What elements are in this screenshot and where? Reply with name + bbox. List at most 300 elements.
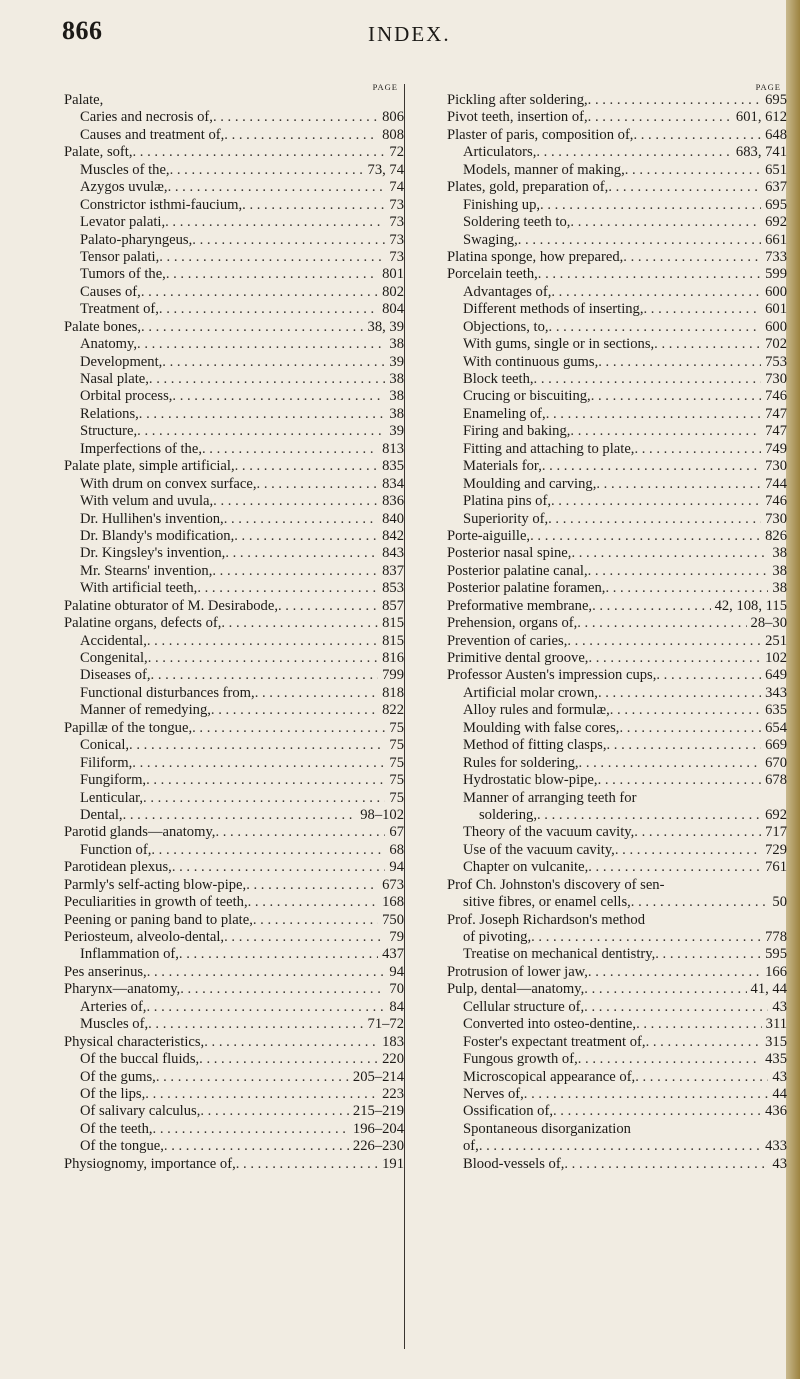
entry-pages: 678 xyxy=(765,772,787,789)
entry-term: of pivoting, xyxy=(463,929,532,945)
index-entry xyxy=(447,1034,787,1051)
entry-pages: 73 xyxy=(389,231,404,248)
entry-term: Alloy rules and formulæ, xyxy=(463,702,610,719)
index-entry xyxy=(447,179,787,196)
leader-dots xyxy=(123,807,357,824)
entry-term: Functional disturbances from, xyxy=(80,684,255,701)
leader-dots xyxy=(536,144,732,161)
index-entry xyxy=(447,511,787,528)
entry-pages: 750 xyxy=(382,911,404,928)
leader-dots xyxy=(584,999,768,1016)
leader-dots xyxy=(596,476,761,493)
leader-dots xyxy=(553,1103,761,1120)
entry-pages: 843 xyxy=(382,545,404,562)
index-entry xyxy=(64,633,404,650)
leader-dots xyxy=(141,319,364,336)
leader-dots xyxy=(156,1069,349,1086)
entry-term: Physiognomy, importance of, xyxy=(64,1155,236,1172)
entry-pages: 205–214 xyxy=(352,1068,404,1085)
page-column-label: PAGE xyxy=(372,82,398,92)
leader-dots xyxy=(145,1086,378,1103)
index-entry xyxy=(447,790,787,807)
leader-dots xyxy=(540,197,761,214)
leader-dots xyxy=(646,1034,762,1051)
entry-pages: 692 xyxy=(765,806,787,823)
entry-term: Parmly's self-acting blow-pipe, xyxy=(64,876,247,893)
leader-dots xyxy=(655,946,761,963)
entry-term: Development, xyxy=(80,353,163,370)
leader-dots xyxy=(212,563,378,580)
index-entry xyxy=(447,755,787,772)
entry-term: Pivot teeth, insertion of, xyxy=(447,109,588,126)
entry-term: Fungous growth of, xyxy=(463,1051,578,1068)
index-entry xyxy=(447,772,787,789)
entry-pages: 733 xyxy=(765,248,787,265)
entry-term: Peening or paning band to plate, xyxy=(64,911,253,928)
entry-term: With continuous gums, xyxy=(463,353,599,370)
entry-term: Palate plate, simple artificial, xyxy=(64,458,235,475)
leader-dots xyxy=(146,999,385,1016)
entry-pages: 730 xyxy=(765,458,787,475)
entry-term: With gums, single or in sections, xyxy=(463,336,655,353)
entry-term: Microscopical appearance of, xyxy=(463,1068,636,1085)
leader-dots xyxy=(172,388,385,405)
index-entry xyxy=(447,650,787,667)
entry-term: Moulding and carving, xyxy=(463,475,597,492)
entry-term: Theory of the vacuum cavity, xyxy=(463,824,635,841)
index-entry xyxy=(447,109,787,126)
leader-dots xyxy=(578,1051,761,1068)
entry-term: Dental, xyxy=(80,806,123,823)
leader-dots xyxy=(530,528,761,545)
entry-term: Papillæ of the tongue, xyxy=(64,719,193,736)
entry-pages: 433 xyxy=(765,1138,787,1155)
index-entry xyxy=(64,720,404,737)
index-entry xyxy=(447,284,787,301)
entry-term: Treatise on mechanical dentistry, xyxy=(463,946,656,963)
leader-dots xyxy=(538,266,761,283)
leader-dots xyxy=(531,929,761,946)
entry-pages: 649 xyxy=(765,667,787,684)
index-entry xyxy=(64,615,404,632)
leader-dots xyxy=(164,1138,349,1155)
entry-pages: 436 xyxy=(765,1103,787,1120)
index-entry xyxy=(64,1051,404,1068)
leader-dots xyxy=(592,598,710,615)
entry-pages: 802 xyxy=(382,283,404,300)
leader-dots xyxy=(570,423,761,440)
index-entry xyxy=(447,737,787,754)
entry-term: Converted into osteo-dentine, xyxy=(463,1016,637,1033)
entry-pages: 215–219 xyxy=(352,1103,404,1120)
leader-dots xyxy=(542,458,761,475)
leader-dots xyxy=(151,667,379,684)
entry-term: Porcelain teeth, xyxy=(447,266,538,283)
leader-dots xyxy=(644,301,762,318)
entry-pages: 746 xyxy=(765,388,787,405)
entry-term: of, xyxy=(463,1138,479,1155)
leader-dots xyxy=(623,249,761,266)
index-entry xyxy=(64,266,404,283)
entry-pages: 28–30 xyxy=(750,615,787,632)
entry-pages: 39 xyxy=(389,353,404,370)
entry-term: Advantages of, xyxy=(463,283,552,300)
entry-term: Posterior palatine foramen, xyxy=(447,580,606,597)
entry-term: Of the tongue, xyxy=(80,1138,164,1155)
index-entry xyxy=(64,702,404,719)
entry-pages: 654 xyxy=(765,719,787,736)
entry-pages: 637 xyxy=(765,179,787,196)
entry-pages: 72 xyxy=(389,144,404,161)
leader-dots xyxy=(151,842,385,859)
leader-dots xyxy=(192,720,385,737)
leader-dots xyxy=(159,249,385,266)
index-entry xyxy=(447,1069,787,1086)
entry-term: Structure, xyxy=(80,423,138,440)
index-entry xyxy=(64,964,404,981)
index-entry xyxy=(447,964,787,981)
index-entry xyxy=(64,650,404,667)
entry-term: Block teeth, xyxy=(463,371,534,387)
leader-dots xyxy=(518,232,761,249)
leader-dots xyxy=(166,266,378,283)
leader-dots xyxy=(605,580,768,597)
index-entry xyxy=(64,144,404,161)
leader-dots xyxy=(588,92,761,109)
index-entry xyxy=(447,685,787,702)
leader-dots xyxy=(235,458,379,475)
entry-pages: 71–72 xyxy=(367,1016,404,1033)
index-column-right xyxy=(447,82,787,1173)
entry-term: Different methods of inserting, xyxy=(463,301,644,318)
leader-dots xyxy=(165,214,385,231)
entry-term: Nerves of, xyxy=(463,1085,524,1102)
entry-pages: 94 xyxy=(389,859,404,876)
entry-term: Objections, to, xyxy=(463,318,549,335)
leader-dots xyxy=(162,354,385,371)
index-entry xyxy=(447,249,787,266)
leader-dots xyxy=(479,1138,761,1155)
entry-pages: 761 xyxy=(765,859,787,876)
index-entry xyxy=(447,633,787,650)
index-entry xyxy=(64,1103,404,1120)
running-head: INDEX. xyxy=(368,22,451,46)
index-entry xyxy=(447,301,787,318)
leader-dots xyxy=(636,1016,762,1033)
entry-pages: 822 xyxy=(382,702,404,719)
leader-dots xyxy=(598,354,761,371)
index-entry xyxy=(64,1086,404,1103)
entry-term: Inflammation of, xyxy=(80,946,179,963)
index-entry xyxy=(64,336,404,353)
entry-term: Parotidean plexus, xyxy=(64,859,172,876)
leader-dots xyxy=(179,946,378,963)
entry-term: Anatomy, xyxy=(80,336,138,353)
entry-term: Function of, xyxy=(80,841,152,858)
entry-pages: 815 xyxy=(382,632,404,649)
index-entry xyxy=(447,266,787,283)
leader-dots xyxy=(634,441,761,458)
entry-pages: 343 xyxy=(765,684,787,701)
entry-pages: 38 xyxy=(772,562,787,579)
entry-term: Levator palati, xyxy=(80,214,166,231)
entry-term: Prehension, organs of, xyxy=(447,615,578,632)
entry-pages: 196–204 xyxy=(352,1120,404,1137)
entry-term: Dr. Blandy's modification, xyxy=(80,527,235,544)
entry-term: Muscles of, xyxy=(80,1016,149,1033)
index-column-left xyxy=(64,82,404,1173)
leader-dots xyxy=(631,894,769,911)
index-entry xyxy=(64,737,404,754)
index-entry xyxy=(447,1138,787,1155)
entry-pages: 183 xyxy=(382,1033,404,1050)
entry-pages: 43 xyxy=(772,1155,787,1172)
entry-pages: 635 xyxy=(765,702,787,719)
entry-term: Of salivary calculus, xyxy=(80,1103,201,1120)
entry-pages: 39 xyxy=(389,423,404,440)
entry-pages: 73 xyxy=(389,248,404,265)
entry-pages: 816 xyxy=(382,650,404,666)
index-entry xyxy=(64,1156,404,1173)
index-entry xyxy=(447,580,787,597)
entry-pages: 648 xyxy=(765,126,787,143)
page-edge xyxy=(786,0,800,1379)
page-column-label: PAGE xyxy=(755,82,781,92)
entry-pages: 837 xyxy=(382,562,404,579)
entry-pages: 730 xyxy=(765,371,787,387)
entry-term: Causes and treatment of, xyxy=(80,126,225,143)
entry-term: Palato-pharyngeus, xyxy=(80,231,193,248)
entry-term: Porte-aiguille, xyxy=(447,527,531,544)
entry-term: Dr. Kingsley's invention, xyxy=(80,545,226,562)
index-entry xyxy=(447,92,787,109)
leader-dots xyxy=(133,144,386,161)
leader-dots xyxy=(224,511,378,528)
leader-dots xyxy=(153,1121,349,1138)
leader-dots xyxy=(588,563,769,580)
index-entry xyxy=(64,284,404,301)
index-entry xyxy=(64,946,404,963)
leader-dots xyxy=(570,214,761,231)
entry-term: Constrictor isthmi-faucium, xyxy=(80,196,243,213)
index-entry xyxy=(64,406,404,423)
leader-dots xyxy=(242,197,385,214)
entry-term: Soldering teeth to, xyxy=(463,214,571,231)
index-entry xyxy=(447,336,787,353)
entry-term: Articulators, xyxy=(463,144,537,161)
index-entry xyxy=(64,127,404,144)
entry-term: Parotid glands—anatomy, xyxy=(64,824,216,841)
leader-dots xyxy=(588,650,761,667)
entry-term: Pharynx—anatomy, xyxy=(64,981,181,998)
leader-dots xyxy=(211,702,378,719)
index-entry xyxy=(64,1034,404,1051)
entry-term: Caries and necrosis of, xyxy=(80,109,213,126)
entry-term: Posterior nasal spine, xyxy=(447,545,572,562)
leader-dots xyxy=(221,615,378,632)
index-entry xyxy=(64,667,404,684)
entry-term: Accidental, xyxy=(80,632,147,649)
entry-pages: 730 xyxy=(765,510,787,527)
index-entry xyxy=(447,720,787,737)
index-entry xyxy=(447,1121,787,1138)
leader-dots xyxy=(224,929,385,946)
index-entry xyxy=(64,388,404,405)
entry-pages: 601, 612 xyxy=(735,109,787,126)
entry-term: soldering, xyxy=(479,806,537,823)
entry-term: Plates, gold, preparation of, xyxy=(447,179,609,196)
index-entry xyxy=(64,807,404,824)
entry-term: Palate, soft, xyxy=(64,144,133,161)
leader-dots xyxy=(598,772,762,789)
index-entry xyxy=(64,580,404,597)
entry-pages: 50 xyxy=(772,894,787,911)
entry-pages: 75 xyxy=(389,737,404,754)
entry-term: Nasal plate, xyxy=(80,371,149,387)
index-entry xyxy=(64,1069,404,1086)
entry-term: Tumors of the, xyxy=(80,266,166,283)
entry-term: Professor Austen's impression cups, xyxy=(447,667,657,684)
index-entry xyxy=(447,458,787,475)
index-entry xyxy=(447,824,787,841)
leader-dots xyxy=(608,179,761,196)
index-entry xyxy=(447,493,787,510)
index-entry xyxy=(64,1016,404,1033)
index-entry xyxy=(64,232,404,249)
page-number: 866 xyxy=(62,16,103,45)
entry-pages: 38 xyxy=(772,580,787,597)
index-entry xyxy=(64,197,404,214)
entry-pages: 38 xyxy=(772,545,787,562)
index-entry xyxy=(64,476,404,493)
entry-term: Prevention of caries, xyxy=(447,632,568,649)
entry-term: Imperfections of the, xyxy=(80,440,202,457)
index-entry xyxy=(447,371,787,388)
entry-term: Platina pins of, xyxy=(463,493,551,510)
leader-dots xyxy=(215,824,385,841)
entry-term: Fitting and attaching to plate, xyxy=(463,440,635,457)
entry-pages: 595 xyxy=(765,946,787,963)
entry-term: Of the lips, xyxy=(80,1085,146,1102)
entry-term: Ossification of, xyxy=(463,1103,553,1120)
entry-term: Lenticular, xyxy=(80,789,144,806)
entry-pages: 68 xyxy=(389,841,404,858)
leader-dots xyxy=(591,388,761,405)
index-entry xyxy=(64,1138,404,1155)
entry-pages: 826 xyxy=(765,527,787,544)
leader-dots xyxy=(147,633,378,650)
index-entry xyxy=(64,214,404,231)
index-entry xyxy=(447,615,787,632)
entry-term: Muscles of the, xyxy=(80,161,170,178)
entry-pages: 799 xyxy=(382,667,404,684)
entry-pages: 661 xyxy=(765,231,787,248)
entry-term: Cellular structure of, xyxy=(463,998,585,1015)
leader-dots xyxy=(278,598,378,615)
leader-dots xyxy=(129,737,385,754)
index-entry xyxy=(447,127,787,144)
entry-term: Moulding with false cores, xyxy=(463,719,620,736)
entry-pages: 43 xyxy=(772,1068,787,1085)
index-entry xyxy=(447,702,787,719)
entry-term: Platina sponge, how prepared, xyxy=(447,248,624,265)
entry-pages: 75 xyxy=(389,754,404,771)
index-entry xyxy=(447,388,787,405)
entry-term: Peculiarities in growth of teeth, xyxy=(64,894,248,911)
entry-pages: 840 xyxy=(382,510,404,527)
index-entry xyxy=(447,912,787,929)
entry-term: With drum on convex surface, xyxy=(80,475,257,492)
entry-term: Use of the vacuum cavity, xyxy=(463,841,615,858)
entry-pages: 695 xyxy=(765,196,787,213)
leader-dots xyxy=(625,162,761,179)
index-entry xyxy=(64,999,404,1016)
entry-term: sitive fibres, or enamel cells, xyxy=(463,894,631,911)
leader-dots xyxy=(537,807,761,824)
index-entry xyxy=(64,441,404,458)
entry-pages: 166 xyxy=(765,963,787,980)
index-entry xyxy=(447,423,787,440)
entry-term: Arteries of, xyxy=(80,998,147,1015)
entry-pages: 44 xyxy=(772,1085,787,1102)
entry-pages: 168 xyxy=(382,894,404,911)
leader-dots xyxy=(635,1069,768,1086)
entry-term: Orbital process, xyxy=(80,388,173,405)
entry-pages: 746 xyxy=(765,493,787,510)
index-entry xyxy=(64,755,404,772)
leader-dots xyxy=(607,737,762,754)
index-entry xyxy=(64,929,404,946)
index-entry xyxy=(447,354,787,371)
entry-term: Congenital, xyxy=(80,650,148,666)
entry-pages: 717 xyxy=(765,824,787,841)
index-entry xyxy=(447,859,787,876)
entry-pages: 84 xyxy=(389,998,404,1015)
leader-dots xyxy=(579,755,762,772)
entry-term: Finishing up, xyxy=(463,196,541,213)
leader-dots xyxy=(246,877,378,894)
entry-pages: 804 xyxy=(382,301,404,318)
entry-term: Of the teeth, xyxy=(80,1120,153,1137)
entry-pages: 801 xyxy=(382,266,404,283)
index-entry xyxy=(447,197,787,214)
entry-pages: 43 xyxy=(772,998,787,1015)
entry-term: Enameling of, xyxy=(463,405,546,422)
entry-term: Causes of, xyxy=(80,283,141,300)
entry-pages: 815 xyxy=(382,615,404,632)
index-entry xyxy=(447,807,787,824)
index-entry xyxy=(64,772,404,789)
leader-dots xyxy=(197,580,378,597)
index-entry xyxy=(447,1156,787,1173)
leader-dots xyxy=(224,127,378,144)
leader-dots xyxy=(168,179,386,196)
leader-dots xyxy=(584,981,746,998)
leader-dots xyxy=(236,1156,378,1173)
entry-term: Periosteum, alveolo-dental, xyxy=(64,929,225,945)
index-entry xyxy=(447,476,787,493)
leader-dots xyxy=(148,1016,363,1033)
index-entry xyxy=(64,545,404,562)
leader-dots xyxy=(615,842,761,859)
leader-dots xyxy=(549,319,762,336)
leader-dots xyxy=(551,284,761,301)
entry-pages: 600 xyxy=(765,283,787,300)
entry-pages: 835 xyxy=(382,458,404,475)
entry-pages: 749 xyxy=(765,440,787,457)
index-entry xyxy=(64,179,404,196)
entry-pages: 38 xyxy=(389,371,404,387)
